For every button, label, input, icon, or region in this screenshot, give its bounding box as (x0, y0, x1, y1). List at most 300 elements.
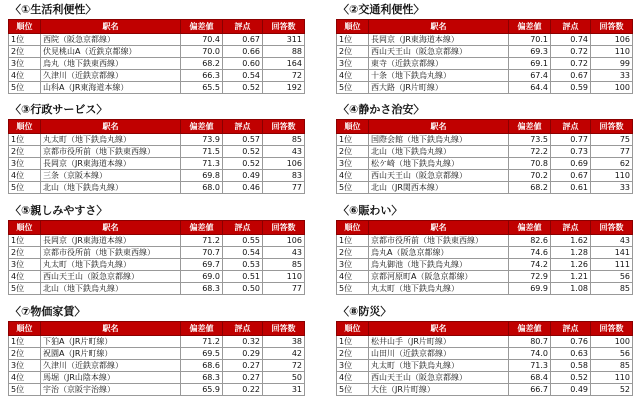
rank-cell: 2位 (337, 146, 369, 158)
responses-cell: 110 (591, 170, 633, 182)
column-header: 評点 (223, 120, 263, 134)
deviation-cell: 69.1 (509, 58, 551, 70)
column-header: 偏差値 (181, 20, 223, 34)
station-cell: 北山（JR関西本線） (369, 182, 509, 194)
score-cell: 0.29 (223, 348, 263, 360)
deviation-cell: 71.5 (181, 146, 223, 158)
table-header-row (337, 120, 633, 134)
station-cell: 西山天王山（阪急京都線） (369, 170, 509, 182)
score-cell: 0.57 (223, 134, 263, 146)
station-cell: 京都市役所前（地下鉄東西線） (369, 235, 509, 247)
score-cell: 0.72 (551, 46, 591, 58)
responses-cell: 77 (263, 283, 305, 295)
deviation-cell: 73.9 (181, 134, 223, 146)
table-row (9, 384, 305, 396)
deviation-cell: 68.4 (509, 372, 551, 384)
column-header: 順位 (9, 221, 41, 235)
responses-cell: 100 (591, 336, 633, 348)
score-cell: 0.53 (223, 259, 263, 271)
station-cell: 三条（京阪本線） (41, 170, 181, 182)
station-cell: 北山（地下鉄烏丸線） (41, 182, 181, 194)
ranking-panel (8, 204, 304, 295)
score-cell: 0.52 (551, 372, 591, 384)
ranking-table (8, 321, 305, 396)
rank-cell: 2位 (9, 348, 41, 360)
responses-cell: 85 (591, 360, 633, 372)
deviation-cell: 70.7 (181, 247, 223, 259)
column-header: 評点 (223, 221, 263, 235)
table-row (337, 372, 633, 384)
ranking-table (8, 220, 305, 295)
rank-cell: 2位 (9, 146, 41, 158)
column-header: 回答数 (263, 20, 305, 34)
responses-cell: 106 (263, 235, 305, 247)
rank-cell: 5位 (9, 82, 41, 94)
rank-cell: 3位 (337, 360, 369, 372)
column-header: 偏差値 (509, 120, 551, 134)
station-cell: 長岡京（JR東海道本線） (369, 34, 509, 46)
ranking-panel (336, 305, 632, 396)
station-cell: 北山（地下鉄烏丸線） (41, 283, 181, 295)
responses-cell: 83 (263, 170, 305, 182)
table-row (9, 46, 305, 58)
deviation-cell: 74.6 (509, 247, 551, 259)
table-header-row (337, 20, 633, 34)
column-header: 順位 (9, 120, 41, 134)
column-header: 駅名 (369, 322, 509, 336)
score-cell: 0.54 (223, 70, 263, 82)
table-row (337, 348, 633, 360)
deviation-cell: 65.9 (181, 384, 223, 396)
score-cell: 1.08 (551, 283, 591, 295)
ranking-table (336, 220, 633, 295)
table-row (9, 247, 305, 259)
ranking-panel (336, 204, 632, 295)
table-row (337, 170, 633, 182)
column-header: 偏差値 (181, 322, 223, 336)
score-cell: 0.46 (223, 182, 263, 194)
column-header: 順位 (337, 120, 369, 134)
deviation-cell: 66.7 (509, 384, 551, 396)
station-cell: 西大路（JR片町線） (369, 82, 509, 94)
score-cell: 0.59 (551, 82, 591, 94)
station-cell: 松ケ崎（地下鉄烏丸線） (369, 158, 509, 170)
rank-cell: 3位 (337, 58, 369, 70)
score-cell: 0.55 (223, 235, 263, 247)
rank-cell: 3位 (9, 58, 41, 70)
ranking-panel (8, 103, 304, 194)
station-cell: 祝園A（JR片町線） (41, 348, 181, 360)
panel-title: 〈⑤親しみやすさ〉 (10, 204, 108, 217)
column-header: 評点 (223, 20, 263, 34)
station-cell: 国際会館（地下鉄烏丸線） (369, 134, 509, 146)
station-cell: 馬堀（JR山陰本線） (41, 372, 181, 384)
rank-cell: 4位 (337, 372, 369, 384)
rank-cell: 3位 (9, 360, 41, 372)
rank-cell: 5位 (9, 182, 41, 194)
responses-cell: 33 (591, 182, 633, 194)
responses-cell: 164 (263, 58, 305, 70)
rank-cell: 4位 (9, 372, 41, 384)
responses-cell: 50 (263, 372, 305, 384)
table-row (9, 259, 305, 271)
column-header: 順位 (337, 322, 369, 336)
rank-cell: 2位 (337, 46, 369, 58)
column-header: 駅名 (41, 120, 181, 134)
table-row (337, 146, 633, 158)
rank-cell: 5位 (9, 384, 41, 396)
column-header: 回答数 (591, 20, 633, 34)
panel-title: 〈⑧防災〉 (338, 305, 392, 318)
ranking-table (336, 119, 633, 194)
column-header: 回答数 (263, 221, 305, 235)
deviation-cell: 71.3 (181, 158, 223, 170)
score-cell: 0.73 (551, 146, 591, 158)
score-cell: 0.27 (223, 372, 263, 384)
table-row (337, 182, 633, 194)
column-header: 順位 (9, 322, 41, 336)
deviation-cell: 67.4 (509, 70, 551, 82)
column-header: 回答数 (263, 120, 305, 134)
deviation-cell: 68.6 (181, 360, 223, 372)
column-header: 偏差値 (509, 322, 551, 336)
station-cell: 下狛A（JR片町線） (41, 336, 181, 348)
rank-cell: 3位 (9, 259, 41, 271)
deviation-cell: 71.2 (181, 336, 223, 348)
responses-cell: 106 (591, 34, 633, 46)
deviation-cell: 82.6 (509, 235, 551, 247)
rank-cell: 5位 (337, 82, 369, 94)
deviation-cell: 71.3 (509, 360, 551, 372)
responses-cell: 38 (263, 336, 305, 348)
rank-cell: 2位 (9, 46, 41, 58)
responses-cell: 85 (591, 283, 633, 295)
responses-cell: 141 (591, 247, 633, 259)
station-cell: 山科A（JR東海道本線） (41, 82, 181, 94)
panel-title: 〈①生活利便性〉 (10, 3, 97, 16)
table-row (337, 283, 633, 295)
deviation-cell: 69.9 (509, 283, 551, 295)
column-header: 回答数 (591, 322, 633, 336)
score-cell: 0.32 (223, 336, 263, 348)
rank-cell: 4位 (337, 70, 369, 82)
score-cell: 0.49 (223, 170, 263, 182)
table-row (337, 46, 633, 58)
table-header-row (9, 120, 305, 134)
deviation-cell: 74.0 (509, 348, 551, 360)
rank-cell: 3位 (337, 259, 369, 271)
table-row (337, 384, 633, 396)
score-cell: 0.52 (223, 158, 263, 170)
responses-cell: 100 (591, 82, 633, 94)
score-cell: 0.49 (551, 384, 591, 396)
station-cell: 伏見桃山A（近鉄京都線） (41, 46, 181, 58)
station-cell: 丸太町（地下鉄烏丸線） (41, 259, 181, 271)
deviation-cell: 68.2 (509, 182, 551, 194)
rank-cell: 4位 (337, 170, 369, 182)
responses-cell: 42 (263, 348, 305, 360)
table-row (337, 58, 633, 70)
table-row (9, 158, 305, 170)
panel-title: 〈④静かさ治安〉 (338, 103, 425, 116)
deviation-cell: 70.4 (181, 34, 223, 46)
table-row (9, 146, 305, 158)
ranking-panel (336, 3, 632, 94)
panel-title: 〈⑦物価家賃〉 (10, 305, 86, 318)
deviation-cell: 71.2 (181, 235, 223, 247)
column-header: 順位 (337, 20, 369, 34)
rank-cell: 5位 (9, 283, 41, 295)
table-row (337, 235, 633, 247)
station-cell: 京都河原町A（阪急京都線） (369, 271, 509, 283)
table-row (337, 271, 633, 283)
responses-cell: 56 (591, 348, 633, 360)
ranking-panel (336, 103, 632, 194)
deviation-cell: 70.2 (509, 170, 551, 182)
responses-cell: 192 (263, 82, 305, 94)
responses-cell: 62 (591, 158, 633, 170)
station-cell: 丸太町（地下鉄烏丸線） (369, 360, 509, 372)
ranking-panel (8, 305, 304, 396)
table-row (337, 259, 633, 271)
rank-cell: 2位 (337, 348, 369, 360)
responses-cell: 311 (263, 34, 305, 46)
table-row (9, 134, 305, 146)
station-cell: 京都市役所前（地下鉄東西線） (41, 247, 181, 259)
responses-cell: 43 (263, 247, 305, 259)
table-row (9, 348, 305, 360)
responses-cell: 110 (263, 271, 305, 283)
rank-cell: 4位 (337, 271, 369, 283)
column-header: 偏差値 (509, 20, 551, 34)
table-row (9, 170, 305, 182)
table-row (337, 336, 633, 348)
table-header-row (9, 20, 305, 34)
table-row (337, 247, 633, 259)
responses-cell: 111 (591, 259, 633, 271)
deviation-cell: 72.2 (509, 146, 551, 158)
score-cell: 0.66 (223, 46, 263, 58)
column-header: 順位 (337, 221, 369, 235)
table-header-row (9, 221, 305, 235)
rank-cell: 1位 (9, 235, 41, 247)
rank-cell: 5位 (337, 283, 369, 295)
station-cell: 烏丸A（阪急京都線） (369, 247, 509, 259)
station-cell: 宇治（京阪宇治線） (41, 384, 181, 396)
station-cell: 烏丸御池（地下鉄烏丸線） (369, 259, 509, 271)
responses-cell: 72 (263, 360, 305, 372)
column-header: 回答数 (591, 221, 633, 235)
deviation-cell: 65.5 (181, 82, 223, 94)
station-cell: 久津川（近鉄京都線） (41, 70, 181, 82)
station-cell: 西院（阪急京都線） (41, 34, 181, 46)
rank-cell: 3位 (337, 158, 369, 170)
responses-cell: 52 (591, 384, 633, 396)
score-cell: 0.69 (551, 158, 591, 170)
table-row (9, 235, 305, 247)
rank-cell: 4位 (9, 70, 41, 82)
station-cell: 東寺（近鉄京都線） (369, 58, 509, 70)
deviation-cell: 68.3 (181, 283, 223, 295)
column-header: 駅名 (41, 322, 181, 336)
station-cell: 烏丸（地下鉄東西線） (41, 58, 181, 70)
deviation-cell: 72.9 (509, 271, 551, 283)
table-header-row (337, 221, 633, 235)
station-cell: 北山（地下鉄烏丸線） (369, 146, 509, 158)
deviation-cell: 69.3 (509, 46, 551, 58)
score-cell: 0.67 (223, 34, 263, 46)
station-cell: 西山天王山（阪急京都線） (369, 372, 509, 384)
station-cell: 京都市役所前（地下鉄東西線） (41, 146, 181, 158)
deviation-cell: 73.5 (509, 134, 551, 146)
rank-cell: 5位 (337, 384, 369, 396)
station-cell: 久津川（近鉄京都線） (41, 360, 181, 372)
rank-cell: 4位 (9, 271, 41, 283)
panel-title: 〈③行政サービス〉 (10, 103, 108, 116)
responses-cell: 77 (263, 182, 305, 194)
responses-cell: 85 (263, 259, 305, 271)
ranking-table (336, 321, 633, 396)
responses-cell: 99 (591, 58, 633, 70)
table-row (9, 82, 305, 94)
responses-cell: 77 (591, 146, 633, 158)
deviation-cell: 69.0 (181, 271, 223, 283)
column-header: 駅名 (369, 20, 509, 34)
table-row (9, 34, 305, 46)
score-cell: 0.60 (223, 58, 263, 70)
rank-cell: 1位 (337, 235, 369, 247)
station-cell: 山田川（近鉄京都線） (369, 348, 509, 360)
rank-cell: 3位 (9, 158, 41, 170)
panel-title: 〈②交通利便性〉 (338, 3, 425, 16)
score-cell: 0.50 (223, 283, 263, 295)
score-cell: 0.76 (551, 336, 591, 348)
table-row (9, 360, 305, 372)
score-cell: 0.54 (223, 247, 263, 259)
score-cell: 0.61 (551, 182, 591, 194)
table-row (9, 70, 305, 82)
column-header: 偏差値 (181, 120, 223, 134)
station-cell: 松井山手（JR片町線） (369, 336, 509, 348)
rank-cell: 5位 (337, 182, 369, 194)
responses-cell: 33 (591, 70, 633, 82)
score-cell: 1.28 (551, 247, 591, 259)
score-cell: 0.58 (551, 360, 591, 372)
column-header: 駅名 (369, 120, 509, 134)
deviation-cell: 69.8 (181, 170, 223, 182)
rank-cell: 1位 (337, 134, 369, 146)
station-cell: 長岡京（JR東海道本線） (41, 235, 181, 247)
table-row (9, 283, 305, 295)
table-row (9, 182, 305, 194)
score-cell: 0.51 (223, 271, 263, 283)
deviation-cell: 70.0 (181, 46, 223, 58)
responses-cell: 43 (591, 235, 633, 247)
table-row (9, 336, 305, 348)
rank-cell: 1位 (9, 34, 41, 46)
score-cell: 1.62 (551, 235, 591, 247)
table-header-row (337, 322, 633, 336)
station-cell: 丸太町（地下鉄烏丸線） (41, 134, 181, 146)
station-cell: 西山天王山（阪急京都線） (41, 271, 181, 283)
table-row (9, 58, 305, 70)
station-cell: 西山天王山（阪急京都線） (369, 46, 509, 58)
score-cell: 0.67 (551, 70, 591, 82)
column-header: 評点 (551, 322, 591, 336)
table-header-row (9, 322, 305, 336)
responses-cell: 85 (263, 134, 305, 146)
score-cell: 0.74 (551, 34, 591, 46)
column-header: 駅名 (369, 221, 509, 235)
column-header: 回答数 (591, 120, 633, 134)
table-row (9, 271, 305, 283)
rank-cell: 2位 (337, 247, 369, 259)
score-cell: 0.52 (223, 146, 263, 158)
panel-title: 〈⑥賑わい〉 (338, 204, 403, 217)
column-header: 駅名 (41, 221, 181, 235)
deviation-cell: 70.8 (509, 158, 551, 170)
score-cell: 1.26 (551, 259, 591, 271)
score-cell: 1.21 (551, 271, 591, 283)
rank-cell: 1位 (337, 336, 369, 348)
score-cell: 0.63 (551, 348, 591, 360)
column-header: 評点 (551, 221, 591, 235)
column-header: 駅名 (41, 20, 181, 34)
score-cell: 0.27 (223, 360, 263, 372)
table-row (9, 372, 305, 384)
score-cell: 0.77 (551, 134, 591, 146)
deviation-cell: 68.0 (181, 182, 223, 194)
deviation-cell: 69.7 (181, 259, 223, 271)
deviation-cell: 69.5 (181, 348, 223, 360)
column-header: 順位 (9, 20, 41, 34)
deviation-cell: 66.3 (181, 70, 223, 82)
rank-cell: 1位 (337, 34, 369, 46)
column-header: 偏差値 (509, 221, 551, 235)
deviation-cell: 68.2 (181, 58, 223, 70)
responses-cell: 110 (591, 46, 633, 58)
column-header: 偏差値 (181, 221, 223, 235)
column-header: 評点 (551, 120, 591, 134)
score-cell: 0.22 (223, 384, 263, 396)
deviation-cell: 80.7 (509, 336, 551, 348)
deviation-cell: 74.2 (509, 259, 551, 271)
responses-cell: 31 (263, 384, 305, 396)
responses-cell: 43 (263, 146, 305, 158)
rank-cell: 1位 (9, 336, 41, 348)
ranking-panel (8, 3, 304, 94)
responses-cell: 110 (591, 372, 633, 384)
responses-cell: 106 (263, 158, 305, 170)
deviation-cell: 68.3 (181, 372, 223, 384)
table-row (337, 158, 633, 170)
station-cell: 大住（JR片町線） (369, 384, 509, 396)
responses-cell: 88 (263, 46, 305, 58)
score-cell: 0.72 (551, 58, 591, 70)
score-cell: 0.52 (223, 82, 263, 94)
responses-cell: 56 (591, 271, 633, 283)
table-row (337, 134, 633, 146)
column-header: 評点 (551, 20, 591, 34)
table-row (337, 82, 633, 94)
rank-cell: 4位 (9, 170, 41, 182)
responses-cell: 75 (591, 134, 633, 146)
table-row (337, 70, 633, 82)
rank-cell: 2位 (9, 247, 41, 259)
score-cell: 0.67 (551, 170, 591, 182)
deviation-cell: 64.4 (509, 82, 551, 94)
column-header: 評点 (223, 322, 263, 336)
